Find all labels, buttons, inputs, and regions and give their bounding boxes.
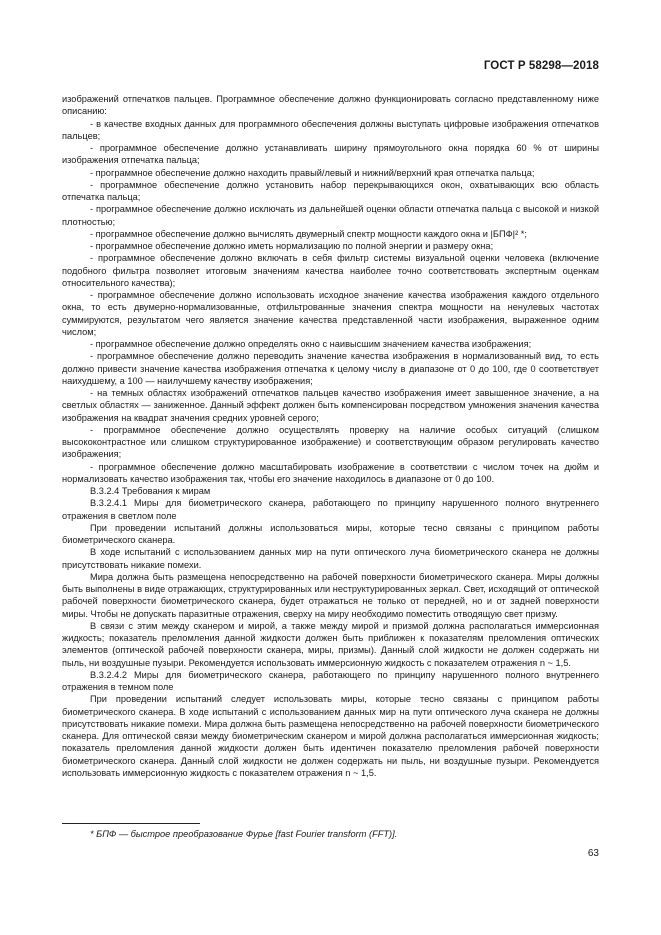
list-item: - программное обеспечение должно устанавливать ширину прямоугольного окна порядка 60 % от ширины изображения отпечатка пальца; [62, 143, 599, 166]
list-item: - программное обеспечение должно определять окно с наивысшим значением качества изображения; [90, 339, 532, 349]
paragraph: В связи с этим между сканером и мирой, а также между мирой и призмой должна располагаться иммерсионная жидкость; показатель преломления данной жидкости должен быть приближен к показателям преломления оптических элементов (оптической рабочей поверхности сканера, миры, призмы). Данный слой жидкости не должен содержать ни пыль, ни воздушные пузыри. Рекомендуется использовать иммерсионную жидкость с показателем отражения n ~ 1,5. [62, 620, 599, 668]
list-item: - программное обеспечение должно масштабировать изображение в соответствии с числом точек на дюйм и нормализовать качество изображения так, чтобы его значение находилось в диапазоне от 0 до 100. [62, 461, 599, 484]
paragraph: изображений отпечатков пальцев. Программное обеспечение должно функционировать согласно представленному ниже описанию: [62, 94, 599, 117]
section-heading: В.3.2.4 Требования к мирам [90, 486, 211, 496]
subsection-heading: В.3.2.4.1 Миры для биометрического сканера, работающего по принципу нарушенного полного внутреннего отражения в светлом поле [62, 498, 599, 521]
document-body [62, 93, 599, 779]
list-item: - программное обеспечение должно осуществлять проверку на наличие особых ситуаций (слишком высококонтрастное или слишком структурированное изображение) и соответствующим образом регулировать качество изображения; [62, 424, 599, 460]
list-item: - программное обеспечение должно находить правый/левый и нижний/верхний края отпечатка пальца; [90, 167, 535, 178]
list-item: - программное обеспечение должно переводить значение качества изображения в нормализованный вид, то есть должно привести значение качества изображения отпечатка к целому числу в диапазоне от 0 до 100, где 0 соответствует наихудшему, а 100 — наилучшему качеству изображения; [62, 351, 599, 386]
list-item: - программное обеспечение должно иметь нормализацию по полной энергии и размеру окна; [90, 241, 494, 251]
list-item: - в качестве входных данных для программного обеспечения должны выступать цифровые изображения отпечатков пальцев; [62, 118, 599, 141]
page-number: 63 [587, 848, 599, 859]
paragraph: В ходе испытаний с использованием данных мир на пути оптического луча биометрического сканера не должны присутствовать никакие помехи. [62, 547, 599, 570]
list-item: - программное обеспечение должно установить набор перекрывающихся окон, охватывающих всю область отпечатка пальца; [62, 179, 599, 202]
list-item: - программное обеспечение должно использовать исходное значение качества изображения каждого отдельного окна, то есть двумерно-нормализованные, отфильтрованные значения спектра мощности на ненулевых частотах суммируются, результатом чего является значение качества представленной части изображения, выраженное одним числом; [62, 290, 599, 337]
list-item: - программное обеспечение должно вычислять двумерный спектр мощности каждого окна и |БПФ|² *; [90, 228, 527, 239]
list-item: - на темных областях изображений отпечатков пальцев качество изображения имеет завышенное значение, а на светлых областях — заниженное. Данный эффект должен быть компенсирован посредством умножения значения качества изображения на квадрат значения средних уровней серого; [62, 388, 599, 423]
footnote: * БПФ — быстрое преобразование Фурье [fast Fourier transform (FFT)]. [90, 829, 398, 839]
paragraph: При проведении испытаний должны использоваться миры, которые тесно связаны с принципом работы биометрического сканера. [62, 522, 599, 545]
subsection-heading: В.3.2.4.2 Миры для биометрического сканера, работающего по принципу нарушенного полного внутреннего отражения в темном поле [62, 669, 599, 692]
document-header: ГОСТ Р 58298—2018 [483, 60, 599, 72]
list-item: - программное обеспечение должно исключать из дальнейшей оценки области отпечатка пальца с высокой и низкой плотностью; [62, 204, 599, 227]
list-item: - программное обеспечение должно включать в себя фильтр системы визуальной оценки человека (включение подобного фильтра позволяет итоговым значениям качества наиболее точно соответствовать экспертным оценкам относительного качества); [62, 253, 599, 288]
paragraph: При проведении испытаний следует использовать миры, которые тесно связаны с принципом работы биометрического сканера. В ходе испытаний с использованием данных мир на пути оптического луча сканера не должны присутствовать никакие помехи. Мира должна быть размещена непосредственно на рабочей поверхности биометрического сканера. Для оптической связи между биометрическим сканером и мирой должна располагаться иммерсионная жидкость; показатель преломления данной жидкости должен быть идентичен показателю преломления рабочей поверхности биометрического сканера. Данный слой жидкости не должен содержать ни пыль, ни воздушные пузыри. Рекомендуется использовать иммерсионную жидкость с показателем отражения n ~ 1,5. [62, 694, 599, 778]
paragraph: Мира должна быть размещена непосредственно на рабочей поверхности биометрического сканера. Миры должны быть выполнены в виде отражающих, структурированных или неструктурированных зеркал. Свет, исходящий от оптической рабочей поверхности биометрического сканера, будет отражаться не только от передней, но и от задней поверхности миры. Чтобы не допускать паразитные отражения, сверху на миру необходимо поместить отводящую свет призму. [62, 571, 599, 619]
footnote-divider [62, 823, 200, 824]
